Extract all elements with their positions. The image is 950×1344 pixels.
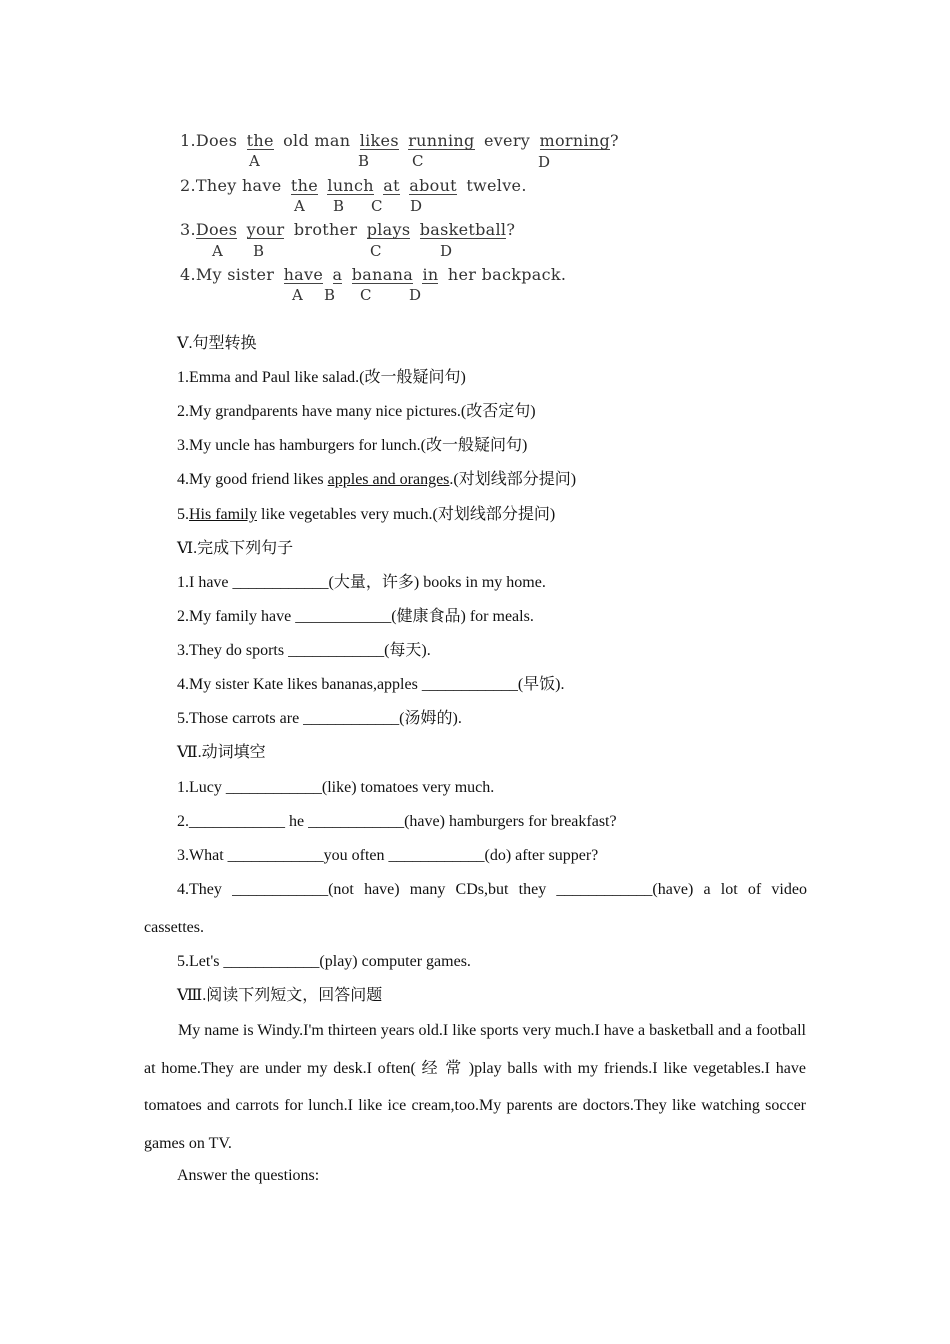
option-label: A <box>294 197 305 215</box>
error-question-4: 4.My sister have a banana in her backpack. <box>180 265 567 284</box>
option-label: A <box>292 286 303 304</box>
option-label: B <box>358 152 370 170</box>
option-label: B <box>324 286 336 304</box>
section-6-item-1: 1.I have ____________(大量，许多) books in my home. <box>177 574 546 591</box>
section-5-item-5: 5.His family like vegetables very much.(对划线部分提问) <box>177 506 556 523</box>
section-5-heading: Ⅴ.句型转换 <box>177 335 257 352</box>
section-6-item-5: 5.Those carrots are ____________(汤姆的). <box>177 710 462 727</box>
option-label: D <box>410 197 423 215</box>
error-question-1: 1.Does the old man likes running every morning? <box>180 131 619 150</box>
option-label: B <box>253 242 265 260</box>
option-label: D <box>538 153 551 171</box>
underlined-phrase: apples and oranges <box>327 471 450 488</box>
section-7-item-4-continued: cassettes. <box>144 919 204 936</box>
section-5-item-3: 3.My uncle has hamburgers for lunch.(改一般疑问句) <box>177 437 528 454</box>
section-5-item-4: 4.My good friend likes apples and oranges.(对划线部分提问) <box>177 471 577 488</box>
option-label: D <box>440 242 453 260</box>
underlined-phrase: His family <box>189 506 257 523</box>
option-label: A <box>212 242 223 260</box>
answer-prompt: Answer the questions: <box>177 1167 320 1184</box>
section-6-item-2: 2.My family have ____________(健康食品) for meals. <box>177 608 534 625</box>
option-label: D <box>409 286 422 304</box>
option-label: C <box>360 286 372 304</box>
option-label: C <box>370 242 382 260</box>
section-5-item-2: 2.My grandparents have many nice pictures.(改否定句) <box>177 403 536 420</box>
section-6-heading: Ⅵ.完成下列句子 <box>177 540 294 557</box>
section-8-heading: Ⅷ.阅读下列短文，回答问题 <box>177 987 383 1004</box>
section-6-item-4: 4.My sister Kate likes bananas,apples ____________(早饭). <box>177 676 565 693</box>
section-7-heading: Ⅶ.动词填空 <box>177 744 266 761</box>
section-7-item-2: 2.____________ he ____________(have) hamburgers for breakfast? <box>177 813 617 830</box>
option-label: B <box>333 197 345 215</box>
error-question-3: 3.Does your brother plays basketball? <box>180 220 516 239</box>
section-7-item-5: 5.Let's ____________(play) computer games. <box>177 953 471 970</box>
section-6-item-3: 3.They do sports ____________(每天). <box>177 642 431 659</box>
option-label: A <box>249 152 260 170</box>
option-label: C <box>371 197 383 215</box>
reading-passage: My name is Windy.I'm thirteen years old.I like sports very much.I have a basketball and a football at home.They are under my desk.I often( 经 常 )play balls with my friends.I like vegetables.I have tomatoes and carrots for lunch.I like ice cream,too.My parents are doctors.They like watching soccer games on TV. <box>144 1022 806 1152</box>
section-7-item-1: 1.Lucy ____________(like) tomatoes very much. <box>177 779 495 796</box>
error-question-2: 2.They have the lunch at about twelve. <box>180 176 527 195</box>
option-label: C <box>412 152 424 170</box>
section-5-item-1: 1.Emma and Paul like salad.(改一般疑问句) <box>177 369 466 386</box>
section-7-item-3: 3.What ____________you often ____________(do) after supper? <box>177 847 599 864</box>
section-7-item-4: 4.They ____________(not have) many CDs,but they ____________(have) a lot of video <box>177 881 807 898</box>
